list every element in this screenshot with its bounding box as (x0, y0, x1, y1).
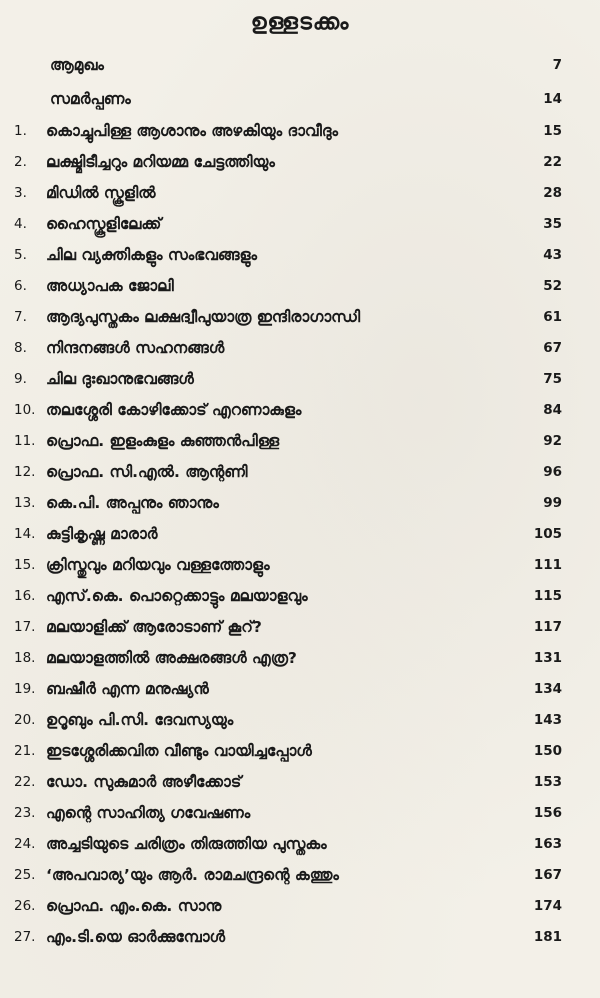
chapter-number: 19. (14, 681, 36, 697)
toc-entry (0, 147, 600, 178)
toc-entry (0, 178, 600, 209)
entry-title: എസ്.കെ. പൊറ്റെക്കാട്ടും മലയാളവും (46, 587, 308, 605)
chapter-number: 10. (14, 402, 36, 418)
entry-title: ഇടശ്ശേരിക്കവിത വീണ്ടും വായിച്ചപ്പോൾ (46, 742, 312, 760)
page-number: 105 (533, 526, 562, 542)
chapter-number: 7. (14, 309, 27, 325)
page-number: 167 (533, 867, 562, 883)
chapter-number: 5. (14, 247, 27, 263)
chapter-number: 22. (14, 774, 36, 790)
entry-title: അച്ചടിയുടെ ചരിത്രം തിരുത്തിയ പുസ്തകം (46, 835, 327, 853)
chapter-number: 17. (14, 619, 36, 635)
toc-entry (0, 550, 600, 581)
page-number: 143 (533, 712, 562, 728)
page-number: 174 (533, 898, 562, 914)
toc-entry (0, 829, 600, 860)
page-number: 153 (533, 774, 562, 790)
chapter-number: 8. (14, 340, 27, 356)
entry-title: അധ്യാപക ജോലി (46, 277, 174, 295)
chapter-number: 27. (14, 929, 36, 945)
entry-title: ക്രിസ്തുവും മറിയവും വള്ളത്തോളും (46, 556, 270, 574)
toc-entry (0, 705, 600, 736)
front-matter-item (0, 48, 600, 82)
entry-title: ലക്ഷ്മിടീച്ചറും മറിയമ്മ ചേട്ടത്തിയും (46, 153, 275, 171)
page-number: 84 (543, 402, 562, 418)
toc-entry (0, 643, 600, 674)
entry-title: കുട്ടികൃഷ്ണ മാരാർ (46, 525, 158, 543)
entry-title: കെ.പി. അപ്പനും ഞാനും (46, 494, 219, 512)
toc-entry (0, 674, 600, 705)
chapter-number: 1. (14, 123, 27, 139)
toc-entry (0, 736, 600, 767)
page-number: 75 (543, 371, 562, 387)
entry-title: കൊച്ചുപിള്ള ആശാനും അഴകിയും ദാവീദും (46, 122, 338, 140)
entry-title: ഡോ. സുകുമാർ അഴീക്കോട് (46, 773, 242, 791)
page-number: 111 (533, 557, 562, 573)
chapter-number: 14. (14, 526, 36, 542)
page-number: 99 (543, 495, 562, 511)
toc-entry (0, 240, 600, 271)
page-number: 28 (543, 185, 562, 201)
page-number: 7 (552, 57, 562, 73)
entry-title: പ്രൊഫ. സി.എൽ. ആന്റണി (46, 463, 248, 481)
entry-title: മിഡിൽ സ്കൂളിൽ (46, 184, 156, 202)
toc-entry (0, 426, 600, 457)
chapter-number: 23. (14, 805, 36, 821)
toc-entry (0, 922, 600, 953)
chapter-number: 18. (14, 650, 36, 666)
page-number: 163 (533, 836, 562, 852)
toc-entry (0, 457, 600, 488)
table-of-contents (0, 48, 600, 953)
toc-entry (0, 891, 600, 922)
page-number: 14 (543, 91, 562, 107)
entry-title: ചില ദുഃഖാനുഭവങ്ങൾ (46, 370, 194, 388)
toc-entry (0, 581, 600, 612)
chapter-number: 20. (14, 712, 36, 728)
page-number: 134 (533, 681, 562, 697)
toc-entry (0, 488, 600, 519)
toc-entry (0, 519, 600, 550)
page-number: 15 (543, 123, 562, 139)
page-number: 52 (543, 278, 562, 294)
front-matter-item (0, 82, 600, 116)
chapter-number: 12. (14, 464, 36, 480)
page-number: 35 (543, 216, 562, 232)
entry-title: എന്റെ സാഹിത്യ ഗവേഷണം (46, 804, 251, 822)
chapter-number: 6. (14, 278, 27, 294)
entry-title: സമർപ്പണം (50, 90, 131, 108)
chapter-number: 9. (14, 371, 27, 387)
toc-entry (0, 333, 600, 364)
entry-title: ‘അപവാര്യ’യും ആർ. രാമചന്ദ്രന്റെ കത്തും (46, 866, 339, 884)
toc-entry (0, 302, 600, 333)
entry-title: ആമുഖം (50, 56, 104, 74)
toc-entry (0, 364, 600, 395)
chapter-number: 4. (14, 216, 27, 232)
chapter-number: 21. (14, 743, 36, 759)
entry-title: തലശ്ശേരി കോഴിക്കോട് എറണാകുളം (46, 401, 302, 419)
chapter-number: 2. (14, 154, 27, 170)
page-number: 43 (543, 247, 562, 263)
page-number: 96 (543, 464, 562, 480)
page-number: 131 (533, 650, 562, 666)
entry-title: നിന്ദനങ്ങൾ സഹനങ്ങൾ (46, 339, 225, 357)
entry-title: മലയാളിക്ക് ആരോടാണ് കൂറ്? (46, 618, 262, 636)
entry-title: പ്രൊഫ. എം.കെ. സാനു (46, 897, 222, 915)
toc-entry (0, 395, 600, 426)
toc-entry (0, 271, 600, 302)
page-title: ഉള്ളടക്കം (250, 10, 350, 35)
chapter-number: 26. (14, 898, 36, 914)
toc-entry (0, 767, 600, 798)
page-number: 61 (543, 309, 562, 325)
page-number: 67 (543, 340, 562, 356)
entry-title: ഉറൂബും പി.സി. ദേവസ്യയും (46, 711, 234, 729)
page-number: 22 (543, 154, 562, 170)
entry-title: എം.ടി.യെ ഓർക്കുമ്പോൾ (46, 928, 226, 946)
entry-title: പ്രൊഫ. ഇളംകുളം കുഞ്ഞൻപിള്ള (46, 432, 280, 450)
entry-title: മലയാളത്തിൽ അക്ഷരങ്ങൾ എത്ര? (46, 649, 297, 667)
page-number: 181 (533, 929, 562, 945)
chapter-number: 3. (14, 185, 27, 201)
chapter-number: 24. (14, 836, 36, 852)
page-number: 117 (533, 619, 562, 635)
page-number: 150 (533, 743, 562, 759)
entry-title: ഹൈസ്കൂളിലേക്ക് (46, 215, 162, 233)
entry-title: ബഷീർ എന്ന മനുഷ്യൻ (46, 680, 209, 698)
page-number: 115 (533, 588, 562, 604)
chapter-number: 25. (14, 867, 36, 883)
entry-title: ആദ്യപുസ്തകം ലക്ഷദ്വീപുയാത്ര ഇന്ദിരാഗാന്ധി (46, 308, 361, 326)
toc-entry (0, 798, 600, 829)
chapter-number: 13. (14, 495, 36, 511)
chapter-number: 15. (14, 557, 36, 573)
page-number: 156 (533, 805, 562, 821)
page-number: 92 (543, 433, 562, 449)
chapter-number: 16. (14, 588, 36, 604)
toc-entry (0, 612, 600, 643)
chapter-number: 11. (14, 433, 36, 449)
toc-entry (0, 116, 600, 147)
toc-entry (0, 209, 600, 240)
entry-title: ചില വ്യക്തികളും സംഭവങ്ങളും (46, 246, 258, 264)
toc-entry (0, 860, 600, 891)
